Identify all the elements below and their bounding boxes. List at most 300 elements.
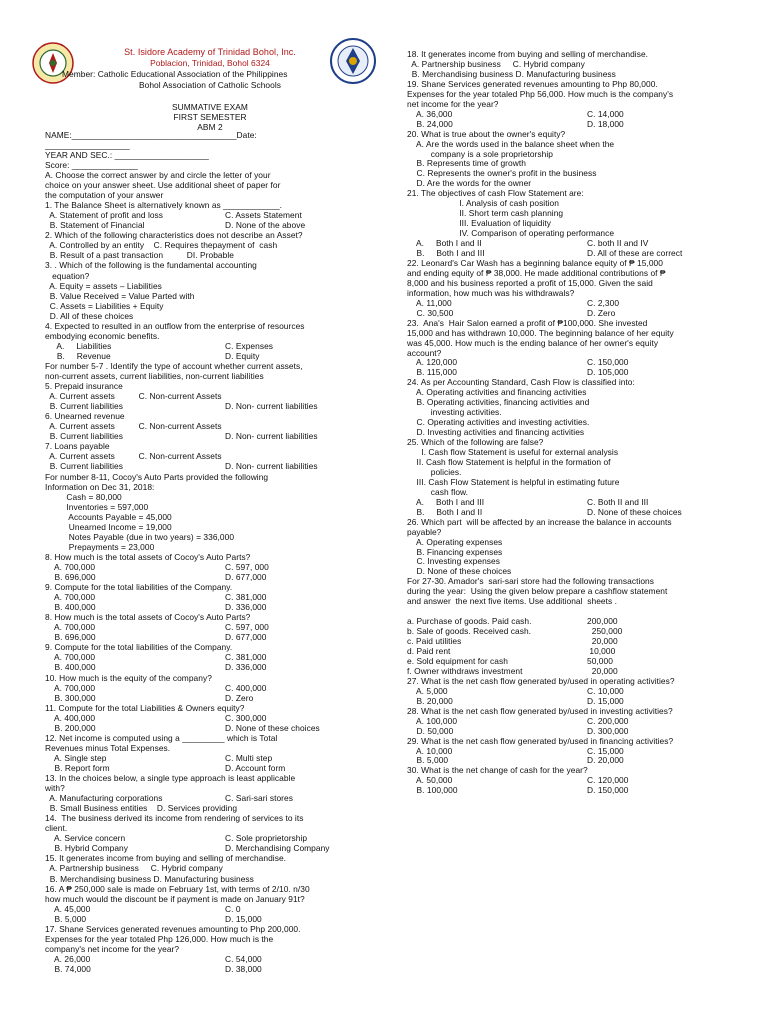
left-line — [45, 361, 303, 371]
line-text: A. Both I and III — [407, 496, 485, 507]
line-text: 5. Prepaid insurance — [45, 381, 123, 392]
line-text: A. Statement of profit and loss — [45, 210, 164, 221]
line-text: A. Single step — [45, 752, 107, 763]
line-text: A. Operating expenses — [407, 536, 503, 547]
line-option-right: C. 0 — [225, 903, 241, 914]
line-text: 8,000 and his business reported a profit of 15,000. Given the said — [407, 277, 653, 288]
left-line — [45, 271, 89, 281]
membership-line: Member: Catholic Educational Association of the Philippines — [62, 69, 288, 79]
left-line — [45, 924, 301, 934]
line-text: choice on your answer sheet. Use additional sheet of paper for — [45, 180, 281, 191]
right-line — [407, 775, 629, 786]
right-line — [407, 517, 672, 527]
line-text: Unearned Income = 19,000 — [45, 521, 172, 532]
left-line — [45, 934, 273, 944]
line-option-right: D. 677,000 — [225, 632, 267, 643]
right-line — [407, 149, 553, 159]
line-option-right: C. both II and IV — [587, 238, 649, 249]
line-option-right: D. 677,000 — [225, 572, 267, 582]
left-line — [45, 703, 244, 713]
line-text: a. Purchase of goods. Paid cash. — [407, 616, 532, 627]
line-text: Revenues minus Total Expenses. — [45, 742, 171, 753]
line-text: B. 696,000 — [45, 572, 96, 582]
score-field[interactable]: Score: ______________ — [45, 160, 138, 170]
line-option-right: D. 20,000 — [587, 755, 624, 766]
line-option-right: D. 38,000 — [225, 963, 262, 974]
left-line — [45, 833, 308, 844]
line-text: during the year: Using the given below prepare a cashflow statement — [407, 586, 668, 597]
left-line — [45, 843, 330, 854]
left-line — [45, 190, 163, 200]
line-text: C. Investing expenses — [407, 556, 500, 567]
left-line — [45, 230, 303, 240]
right-line — [407, 248, 683, 258]
right-line — [407, 318, 647, 328]
line-text: Cash = 80,000 — [45, 491, 122, 502]
left-line — [45, 903, 241, 914]
line-text: policies. — [407, 466, 462, 477]
left-line — [45, 250, 234, 260]
right-line — [407, 59, 585, 69]
right-line — [407, 377, 635, 387]
line-text: A. 700,000 — [45, 622, 96, 633]
right-line — [407, 307, 616, 318]
line-text: A. Partnership business C. Hybrid company — [407, 58, 585, 69]
line-text: 24. As per Accounting Standard, Cash Flow is classified into: — [407, 377, 635, 388]
left-line — [45, 210, 302, 221]
line-text: Inventories = 597,000 — [45, 501, 149, 512]
line-option-right: C. Both II and III — [587, 496, 649, 507]
line-text: 30. What is the net change of cash for the year? — [407, 765, 588, 776]
line-option-right: D. 150,000 — [587, 785, 629, 796]
right-line — [407, 715, 629, 726]
line-text: 19. Shane Services generated revenues amounting to Php 80,000. — [407, 78, 658, 89]
line-option-right: C. 150,000 — [587, 357, 629, 368]
line-option-right: D. 15,000 — [225, 913, 262, 924]
line-option-right: D. Zero — [587, 307, 616, 318]
right-line — [407, 586, 667, 596]
right-line — [407, 108, 624, 119]
right-line — [407, 238, 649, 249]
line-option-right: D. 105,000 — [587, 367, 629, 378]
right-line — [407, 576, 654, 586]
right-line — [407, 596, 617, 606]
line-text: B. 24,000 — [407, 118, 453, 129]
line-option-right: C. 381,000 — [225, 652, 267, 663]
left-line — [45, 441, 110, 451]
line-text: embodying economic benefits. — [45, 330, 160, 341]
line-text: 1. The Balance Sheet is alternatively known as ____________. — [45, 200, 283, 211]
line-text: A. Operating activities and financing activities — [407, 387, 587, 398]
left-line — [45, 773, 295, 783]
line-option-right: D. Equity — [225, 350, 260, 361]
line-text: f. Owner withdraws investment — [407, 665, 523, 676]
subject-title: ABM 2 — [197, 122, 223, 132]
right-line — [407, 556, 500, 566]
line-text: B. 100,000 — [407, 785, 458, 796]
line-text: 12. Net income is computed using a _________ which is Total — [45, 732, 278, 743]
line-text: Notes Payable (due in two years) = 336,000 — [45, 531, 235, 542]
right-line — [407, 387, 587, 397]
line-text: I. Cash flow Statement is useful for external analysis — [407, 447, 619, 457]
line-text: A. 26,000 — [45, 953, 91, 964]
left-line — [45, 391, 222, 401]
line-text: 22. Leonard's Car Wash has a beginning balance equity of ₱ 15,000 — [407, 257, 663, 268]
line-text: A. Both I and II — [407, 238, 482, 249]
line-text: A. Current assets C. Non-current Assets — [45, 451, 222, 462]
left-line — [45, 482, 154, 492]
left-line — [45, 793, 293, 804]
left-line — [45, 642, 232, 652]
line-text: B. 20,000 — [407, 695, 453, 706]
line-text: 3. . Which of the following is the fundamental accounting — [45, 260, 257, 271]
line-text: A. 50,000 — [407, 775, 453, 786]
line-text: 15,000 and has withdrawn 10,000. The beginning balance of her equity — [407, 327, 674, 338]
line-text: 20. What is true about the owner's equity? — [407, 128, 566, 139]
line-text: B. 696,000 — [45, 632, 96, 643]
right-line — [407, 99, 499, 109]
left-line — [45, 291, 194, 301]
left-line — [45, 733, 277, 743]
line-text: net income for the year? — [407, 98, 499, 109]
line-text: 13. In the choices below, a single type approach is least applicable — [45, 773, 296, 783]
left-line — [45, 874, 254, 884]
left-line — [45, 803, 237, 813]
right-line — [407, 278, 653, 288]
line-option-right: C. 14,000 — [587, 108, 624, 119]
line-text: B. Statement of Financial — [45, 220, 145, 231]
left-line — [45, 913, 262, 924]
left-line — [45, 512, 172, 522]
line-text: 21. The objectives of cash Flow Statement are: — [407, 188, 584, 199]
line-text: IV. Comparison of operating performance — [407, 228, 615, 239]
school-name: St. Isidore Academy of Trinidad Bohol, Inc. — [124, 47, 296, 57]
left-line — [45, 532, 234, 542]
line-text: with? — [45, 783, 65, 794]
left-line — [45, 220, 306, 231]
line-text: A. Controlled by an entity C. Requires thepayment of cash — [45, 240, 278, 251]
line-text: 17. Shane Services generated revenues amounting to Php 200,000. — [45, 923, 301, 934]
line-text: 23. Ana's Hair Salon earned a profit of ₱100,000. She invested — [407, 317, 648, 328]
right-line — [407, 477, 619, 487]
line-option-right: C. 400,000 — [225, 682, 267, 693]
line-option-right: D. 336,000 — [225, 662, 267, 673]
line-option-right: C. 10,000 — [587, 685, 624, 696]
left-line — [45, 180, 280, 190]
line-option-right: 10,000 — [587, 646, 616, 656]
left-line — [45, 170, 271, 180]
line-text: B. 400,000 — [45, 662, 96, 673]
line-text: d. Paid rent — [407, 646, 451, 656]
line-text: B. Merchandising business D. Manufacturing business — [407, 68, 616, 79]
right-line — [407, 496, 649, 507]
right-line — [407, 665, 618, 676]
line-option-right: D. None of these choices — [587, 506, 682, 517]
line-text: B. Both I and II — [407, 506, 483, 517]
line-text: D. 50,000 — [407, 725, 454, 736]
left-line — [45, 371, 264, 381]
line-option-right: D. Non- current liabilities — [225, 461, 318, 472]
school-address: Poblacion, Trinidad, Bohol 6324 — [150, 58, 270, 68]
line-text: information, how much was his withdrawals? — [407, 287, 575, 298]
left-line — [45, 200, 282, 210]
line-text: A. 120,000 — [407, 357, 458, 368]
right-line — [407, 357, 629, 368]
right-line — [407, 695, 624, 706]
left-line — [45, 350, 260, 361]
left-line — [45, 622, 269, 633]
line-text: B. Operating activities, financing activities and — [407, 397, 590, 408]
line-text: A. 11,000 — [407, 297, 452, 308]
right-line — [407, 685, 624, 696]
line-option-right: D. 18,000 — [587, 118, 624, 129]
left-line — [45, 340, 274, 351]
left-line — [45, 884, 310, 894]
right-line — [407, 158, 526, 168]
right-line — [407, 49, 648, 59]
left-line — [45, 783, 65, 793]
semester-title: FIRST SEMESTER — [173, 112, 247, 122]
line-text: B. Current liabilities — [45, 401, 123, 412]
line-text: C. Operating activities and investing activities. — [407, 417, 590, 428]
line-text: payable? — [407, 526, 442, 537]
line-text: 2. Which of the following characteristics does not describe an Asset? — [45, 230, 303, 241]
left-line — [45, 602, 267, 613]
line-text: 8. How much is the total assets of Cocoy's Auto Parts? — [45, 612, 251, 623]
right-line — [407, 348, 441, 358]
right-line — [407, 427, 584, 437]
left-line — [45, 592, 267, 603]
line-text: equation? — [45, 270, 90, 281]
line-text: I. Analysis of cash position — [407, 198, 559, 209]
line-option-right: C. 2,300 — [587, 297, 620, 308]
line-text: A. 400,000 — [45, 712, 96, 723]
left-line — [45, 461, 318, 472]
right-line — [407, 129, 565, 139]
right-line — [407, 736, 673, 746]
line-option-right: C. Expenses — [225, 340, 274, 351]
name-date-field[interactable]: NAME:___________________________________Date: — [45, 130, 257, 140]
line-option-right: 20,000 — [587, 665, 618, 676]
line-text: B. 74,000 — [45, 963, 91, 974]
right-line — [407, 218, 551, 228]
left-line — [45, 401, 318, 412]
right-line — [407, 288, 574, 298]
left-line — [45, 281, 162, 291]
line-text: C. Represents the owner's profit in the business — [407, 168, 597, 179]
left-line — [45, 331, 160, 341]
left-line — [45, 682, 267, 693]
line-option-right: D. 300,000 — [587, 725, 629, 736]
right-line — [407, 69, 616, 79]
line-text: II. Cash flow Statement is helpful in the formation of — [407, 456, 611, 467]
left-line — [45, 431, 318, 442]
line-text: III. Cash Flow Statement is helpful in estimating future — [407, 476, 620, 487]
right-line — [407, 676, 675, 686]
left-line — [45, 421, 222, 431]
line-text: company is a sole proprietorship — [407, 148, 553, 159]
line-text: A. 5,000 — [407, 685, 448, 696]
line-text: A. 100,000 — [407, 715, 458, 726]
right-line — [407, 139, 614, 149]
right-line — [407, 407, 502, 417]
line-option-right: 250,000 — [587, 626, 623, 637]
line-text: For number 5-7 . Identify the type of account whether current assets, — [45, 360, 303, 371]
line-text: company's net income for the year? — [45, 943, 180, 954]
left-line — [45, 411, 125, 421]
right-line — [407, 397, 589, 407]
line-text: B. Value Received = Value Parted with — [45, 290, 195, 301]
left-line — [45, 381, 123, 391]
line-text: III. Evaluation of liquidity — [407, 218, 552, 229]
line-option-right: C. Assets Statement — [225, 210, 302, 221]
left-line — [45, 321, 305, 331]
line-text: B. 5,000 — [407, 755, 449, 766]
left-line — [45, 612, 250, 622]
right-line — [407, 328, 674, 338]
right-line — [407, 89, 673, 99]
right-line — [407, 537, 502, 547]
right-line — [407, 616, 618, 627]
line-text: A. 700,000 — [45, 561, 96, 572]
year-section-field[interactable]: YEAR AND SEC.: ____________________ — [45, 150, 209, 160]
line-option-right: D. Zero — [225, 692, 254, 703]
line-text: A. 45,000 — [45, 903, 91, 914]
left-line — [45, 472, 268, 482]
line-text: Information on Dec 31, 2018: — [45, 481, 155, 492]
right-line — [407, 527, 441, 537]
exam-title: SUMMATIVE EXAM — [172, 102, 248, 112]
line-text: B. 400,000 — [45, 602, 96, 613]
line-text: B. 300,000 — [45, 692, 96, 703]
line-text: A. Choose the correct answer by and circle the letter of your — [45, 170, 271, 180]
line-text: 7. Loans payable — [45, 441, 110, 452]
line-text: A. Are the words used in the balance sheet when the — [407, 138, 615, 149]
right-line — [407, 706, 673, 716]
left-line — [45, 582, 232, 592]
right-line — [407, 228, 614, 238]
line-text: 10. How much is the equity of the company? — [45, 672, 212, 683]
line-text: 9. Compute for the total liabilities of the Company. — [45, 642, 233, 653]
line-option-right: D. Merchandising Company — [225, 843, 330, 854]
left-line — [45, 240, 277, 250]
right-line — [407, 118, 624, 129]
line-option-right: D. None of these choices — [225, 722, 320, 733]
line-text: A. Partnership business C. Hybrid company — [45, 863, 223, 874]
left-line — [45, 552, 250, 562]
left-line — [45, 662, 267, 673]
line-text: e. Sold equipment for cash — [407, 655, 508, 666]
line-text: B. Merchandising business D. Manufacturing business — [45, 873, 254, 884]
right-line — [407, 447, 618, 457]
right-line — [407, 646, 616, 656]
right-line — [407, 636, 618, 647]
line-text: 16. A ₱ 250,000 sale is made on February 1st, with terms of 2/10. n/30 — [45, 883, 310, 894]
left-line — [45, 722, 320, 733]
line-text: C. 30,500 — [407, 307, 454, 318]
line-text: A. Manufacturing corporations — [45, 793, 163, 804]
line-option-right: D. Non- current liabilities — [225, 431, 318, 442]
line-text: B. Hybrid Company — [45, 843, 128, 854]
line-text: A. Current assets C. Non-current Assets — [45, 391, 222, 402]
left-line — [45, 451, 222, 461]
line-text: D. Are the words for the owner — [407, 178, 532, 189]
line-text: A. Equity = assets – Liabilities — [45, 280, 162, 291]
right-line — [407, 208, 563, 218]
right-line — [407, 487, 468, 497]
right-line — [407, 745, 624, 756]
date-blank-line[interactable]: __________________ — [45, 140, 130, 150]
right-line — [407, 178, 531, 188]
line-option-right: D. None of the above — [225, 220, 306, 231]
left-line — [45, 692, 254, 703]
right-line — [407, 79, 658, 89]
line-option-right: C. Sari-sari stores — [225, 793, 293, 804]
line-text: A. Service concern — [45, 833, 126, 844]
line-option-right: C. 300,000 — [225, 712, 267, 723]
line-text: B. Financing expenses — [407, 546, 503, 557]
left-line — [45, 502, 148, 512]
line-text: Expenses for the year totaled Php 56,000. How much is the company's — [407, 88, 674, 99]
right-line — [407, 198, 559, 208]
right-line — [407, 457, 611, 467]
line-text: the computation of your answer — [45, 190, 164, 201]
association-line: Bohol Association of Catholic Schools — [139, 80, 281, 90]
right-line — [407, 268, 666, 278]
left-line — [45, 572, 267, 582]
line-text: Accounts Payable = 45,000 — [45, 511, 172, 522]
right-line — [407, 417, 589, 427]
left-line — [45, 963, 262, 974]
line-text: 26. Which part will be affected by an increase the balance in accounts — [407, 516, 672, 527]
line-option-right: 20,000 — [587, 636, 618, 647]
line-option-right: C. 54,000 — [225, 953, 262, 964]
line-text: b. Sale of goods. Received cash. — [407, 626, 532, 637]
line-option-right: C. 381,000 — [225, 592, 267, 603]
right-line — [407, 547, 502, 557]
line-text: B. Revenue — [45, 350, 111, 361]
line-text: A. 36,000 — [407, 108, 453, 119]
line-text: client. — [45, 823, 68, 834]
right-line — [407, 338, 658, 348]
left-line — [45, 301, 164, 311]
line-option-right: C. 15,000 — [587, 745, 624, 756]
line-text: B. Result of a past transaction DI. Probable — [45, 250, 234, 261]
line-text: D. Investing activities and financing activities — [407, 427, 585, 438]
line-option-right: 200,000 — [587, 616, 618, 627]
line-text: account? — [407, 347, 442, 358]
line-text: A. Current assets C. Non-current Assets — [45, 421, 222, 432]
line-text: For number 8-11, Cocoy's Auto Parts provided the following — [45, 471, 269, 482]
left-line — [45, 542, 154, 552]
line-option-right: D. All of these are correct — [587, 248, 683, 258]
line-option-right: C. 120,000 — [587, 775, 629, 786]
line-text: Expenses for the year totaled Php 126,000. How much is the — [45, 933, 274, 944]
left-line — [45, 762, 286, 773]
line-text: 8. How much is the total assets of Cocoy's Auto Parts? — [45, 551, 251, 562]
left-line — [45, 561, 269, 572]
left-line — [45, 632, 267, 643]
line-text: B. Current liabilities — [45, 431, 123, 442]
line-option-right: C. 597, 000 — [225, 561, 269, 572]
line-text: 25. Which of the following are false? — [407, 437, 544, 448]
line-option-right: D. Non- current liabilities — [225, 401, 318, 412]
right-line — [407, 725, 629, 736]
left-line — [45, 260, 257, 270]
line-text: A. 700,000 — [45, 682, 96, 693]
line-text: D. None of these choices — [407, 566, 512, 577]
right-line — [407, 367, 629, 378]
